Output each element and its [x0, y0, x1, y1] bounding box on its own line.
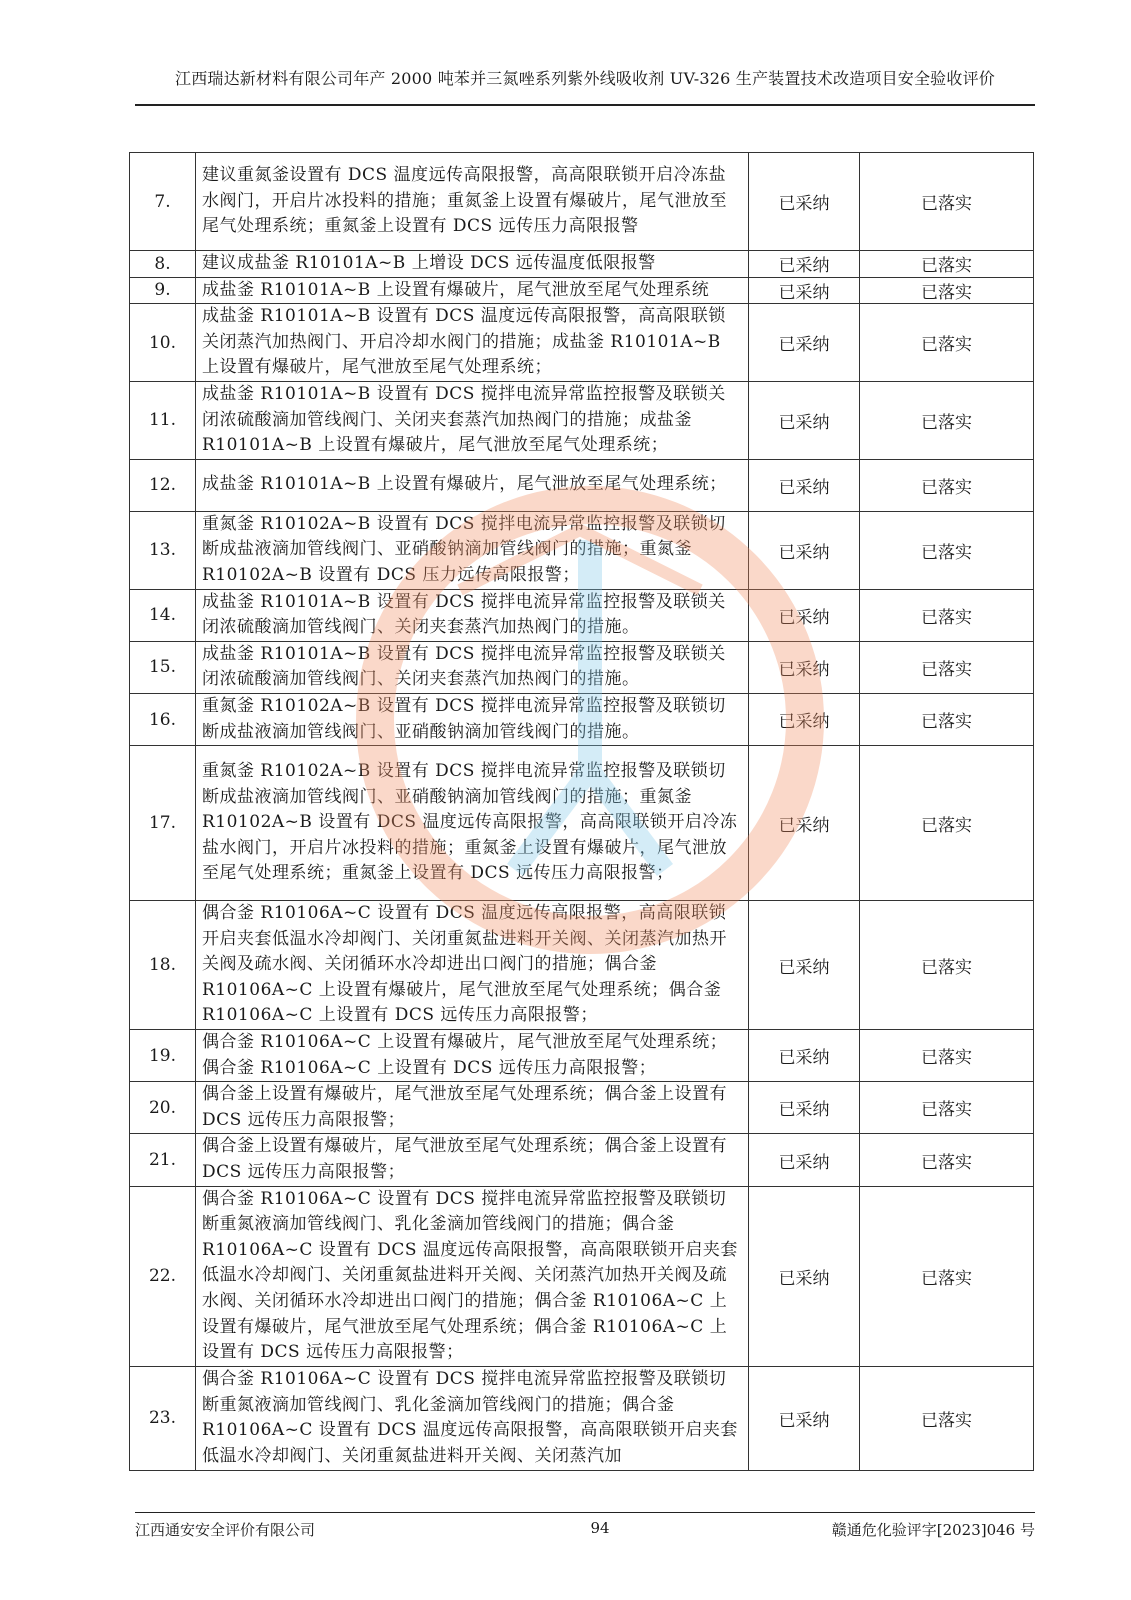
- adopted-status: 已采纳: [749, 1134, 860, 1186]
- row-number: 12.: [130, 459, 196, 511]
- row-number: 11.: [130, 381, 196, 459]
- page-header-title: 江西瑞达新材料有限公司年产 2000 吨苯并三氮唑系列紫外线吸收剂 UV-326 生产装置技术改造项目安全验收评价: [175, 69, 995, 88]
- table-row: [130, 641, 1034, 693]
- row-number: 15.: [130, 641, 196, 693]
- implemented-status: 已落实: [860, 153, 1034, 251]
- footer-page-number: 94: [590, 1519, 610, 1537]
- row-number: 17.: [130, 746, 196, 901]
- row-number: 19.: [130, 1030, 196, 1082]
- row-number: 20.: [130, 1082, 196, 1134]
- adopted-status: 已采纳: [749, 693, 860, 745]
- row-number: 7.: [130, 153, 196, 251]
- table-row: [130, 901, 1034, 1030]
- implemented-status: 已落实: [860, 1134, 1034, 1186]
- table-row: [130, 251, 1034, 278]
- implemented-status: 已落实: [860, 1030, 1034, 1082]
- table-row: [130, 693, 1034, 745]
- adopted-status: 已采纳: [749, 641, 860, 693]
- table-row: [130, 153, 1034, 251]
- measure-content: 偶合釜 R10106A~C 上设置有爆破片，尾气泄放至尾气处理系统；偶合釜 R10106A~C 上设置有 DCS 远传压力高限报警；: [196, 1030, 749, 1082]
- measure-content: 重氮釜 R10102A~B 设置有 DCS 搅拌电流异常监控报警及联锁切断成盐液滴加管线阀门、亚硝酸钠滴加管线阀门的措施；重氮釜 R10102A~B 设置有 DCS 温度远传高限报警，高高限联锁开启冷冻盐水阀门，开启片冰投料的措施；重氮釜上设置有爆破片，尾气泄放至尾气处理系统；重氮釜上设置有 DCS 远传压力高限报警；: [196, 746, 749, 901]
- adopted-status: 已采纳: [749, 459, 860, 511]
- adopted-status: 已采纳: [749, 251, 860, 278]
- implemented-status: 已落实: [860, 1082, 1034, 1134]
- measure-content: 建议重氮釜设置有 DCS 温度远传高限报警，高高限联锁开启冷冻盐水阀门，开启片冰投料的措施；重氮釜上设置有爆破片，尾气泄放至尾气处理系统；重氮釜上设置有 DCS 远传压力高限报警: [196, 153, 749, 251]
- footer-doc-number: 赣通危化验评字[2023]046 号: [831, 1521, 1035, 1539]
- adopted-status: 已采纳: [749, 589, 860, 641]
- measure-content: 重氮釜 R10102A~B 设置有 DCS 搅拌电流异常监控报警及联锁切断成盐液滴加管线阀门、亚硝酸钠滴加管线阀门的措施。: [196, 693, 749, 745]
- adopted-status: 已采纳: [749, 1082, 860, 1134]
- table-row: [130, 1366, 1034, 1470]
- measure-content: 成盐釜 R10101A~B 设置有 DCS 搅拌电流异常监控报警及联锁关闭浓硫酸滴加管线阀门、关闭夹套蒸汽加热阀门的措施。: [196, 589, 749, 641]
- adopted-status: 已采纳: [749, 1186, 860, 1366]
- row-number: 9.: [130, 277, 196, 304]
- measure-content: 成盐釜 R10101A~B 设置有 DCS 搅拌电流异常监控报警及联锁关闭浓硫酸滴加管线阀门、关闭夹套蒸汽加热阀门的措施。: [196, 641, 749, 693]
- table-row: [130, 1030, 1034, 1082]
- measure-content: 偶合釜 R10106A~C 设置有 DCS 搅拌电流异常监控报警及联锁切断重氮液滴加管线阀门、乳化釜滴加管线阀门的措施；偶合釜 R10106A~C 设置有 DCS 温度远传高限报警，高高限联锁开启夹套低温水冷却阀门、关闭重氮盐进料开关阀、关闭蒸汽加: [196, 1366, 749, 1470]
- table-row: [130, 589, 1034, 641]
- implemented-status: 已落实: [860, 304, 1034, 382]
- adopted-status: 已采纳: [749, 1366, 860, 1470]
- table-row: [130, 1134, 1034, 1186]
- adopted-status: 已采纳: [749, 511, 860, 589]
- table-row: [130, 381, 1034, 459]
- measure-content: 偶合釜上设置有爆破片，尾气泄放至尾气处理系统；偶合釜上设置有 DCS 远传压力高限报警；: [196, 1082, 749, 1134]
- implemented-status: 已落实: [860, 459, 1034, 511]
- adopted-status: 已采纳: [749, 746, 860, 901]
- measure-content: 成盐釜 R10101A~B 上设置有爆破片，尾气泄放至尾气处理系统: [196, 277, 749, 304]
- adopted-status: 已采纳: [749, 901, 860, 1030]
- adopted-status: 已采纳: [749, 381, 860, 459]
- implemented-status: 已落实: [860, 277, 1034, 304]
- implemented-status: 已落实: [860, 901, 1034, 1030]
- row-number: 13.: [130, 511, 196, 589]
- row-number: 10.: [130, 304, 196, 382]
- row-number: 18.: [130, 901, 196, 1030]
- implemented-status: 已落实: [860, 1366, 1034, 1470]
- measure-content: 建议成盐釜 R10101A~B 上增设 DCS 远传温度低限报警: [196, 251, 749, 278]
- measure-content: 成盐釜 R10101A~B 设置有 DCS 温度远传高限报警，高高限联锁关闭蒸汽加热阀门、开启冷却水阀门的措施；成盐釜 R10101A~B 上设置有爆破片，尾气泄放至尾气处理系统；: [196, 304, 749, 382]
- footer-company: 江西通安安全评价有限公司: [135, 1521, 316, 1539]
- measure-content: 偶合釜 R10106A~C 设置有 DCS 温度远传高限报警，高高限联锁开启夹套低温水冷却阀门、关闭重氮盐进料开关阀、关闭蒸汽加热开关阀及疏水阀、关闭循环水冷却进出口阀门的措施；偶合釜 R10106A~C 上设置有爆破片，尾气泄放至尾气处理系统；偶合釜 R10106A~C 上设置有 DCS 远传压力高限报警；: [196, 901, 749, 1030]
- implemented-status: 已落实: [860, 641, 1034, 693]
- measure-content: 重氮釜 R10102A~B 设置有 DCS 搅拌电流异常监控报警及联锁切断成盐液滴加管线阀门、亚硝酸钠滴加管线阀门的措施；重氮釜 R10102A~B 设置有 DCS 压力远传高限报警；: [196, 511, 749, 589]
- adopted-status: 已采纳: [749, 153, 860, 251]
- row-number: 16.: [130, 693, 196, 745]
- table-row: [130, 1082, 1034, 1134]
- table-row: [130, 459, 1034, 511]
- measure-content: 偶合釜 R10106A~C 设置有 DCS 搅拌电流异常监控报警及联锁切断重氮液滴加管线阀门、乳化釜滴加管线阀门的措施；偶合釜 R10106A~C 设置有 DCS 温度远传高限报警，高高限联锁开启夹套低温水冷却阀门、关闭重氮盐进料开关阀、关闭蒸汽加热开关阀及疏水阀、关闭循环水冷却进出口阀门的措施；偶合釜 R10106A~C 上设置有爆破片，尾气泄放至尾气处理系统；偶合釜 R10106A~C 上设置有 DCS 远传压力高限报警；: [196, 1186, 749, 1366]
- footer-divider: [135, 1512, 1035, 1513]
- table-row: [130, 304, 1034, 382]
- table-row: [130, 277, 1034, 304]
- adopted-status: 已采纳: [749, 277, 860, 304]
- implemented-status: 已落实: [860, 1186, 1034, 1366]
- adopted-status: 已采纳: [749, 304, 860, 382]
- row-number: 14.: [130, 589, 196, 641]
- adopted-status: 已采纳: [749, 1030, 860, 1082]
- implemented-status: 已落实: [860, 251, 1034, 278]
- implemented-status: 已落实: [860, 589, 1034, 641]
- row-number: 21.: [130, 1134, 196, 1186]
- measure-content: 偶合釜上设置有爆破片，尾气泄放至尾气处理系统；偶合釜上设置有 DCS 远传压力高限报警；: [196, 1134, 749, 1186]
- measure-content: 成盐釜 R10101A~B 上设置有爆破片，尾气泄放至尾气处理系统；: [196, 459, 749, 511]
- header-divider: [135, 104, 1035, 106]
- row-number: 22.: [130, 1186, 196, 1366]
- measure-content: 成盐釜 R10101A~B 设置有 DCS 搅拌电流异常监控报警及联锁关闭浓硫酸滴加管线阀门、关闭夹套蒸汽加热阀门的措施；成盐釜 R10101A~B 上设置有爆破片，尾气泄放至尾气处理系统；: [196, 381, 749, 459]
- table-row: [130, 746, 1034, 901]
- table-row: [130, 1186, 1034, 1366]
- table-row: [130, 511, 1034, 589]
- row-number: 23.: [130, 1366, 196, 1470]
- implemented-status: 已落实: [860, 693, 1034, 745]
- implemented-status: 已落实: [860, 511, 1034, 589]
- implemented-status: 已落实: [860, 381, 1034, 459]
- row-number: 8.: [130, 251, 196, 278]
- measures-table: [129, 152, 1034, 1471]
- implemented-status: 已落实: [860, 746, 1034, 901]
